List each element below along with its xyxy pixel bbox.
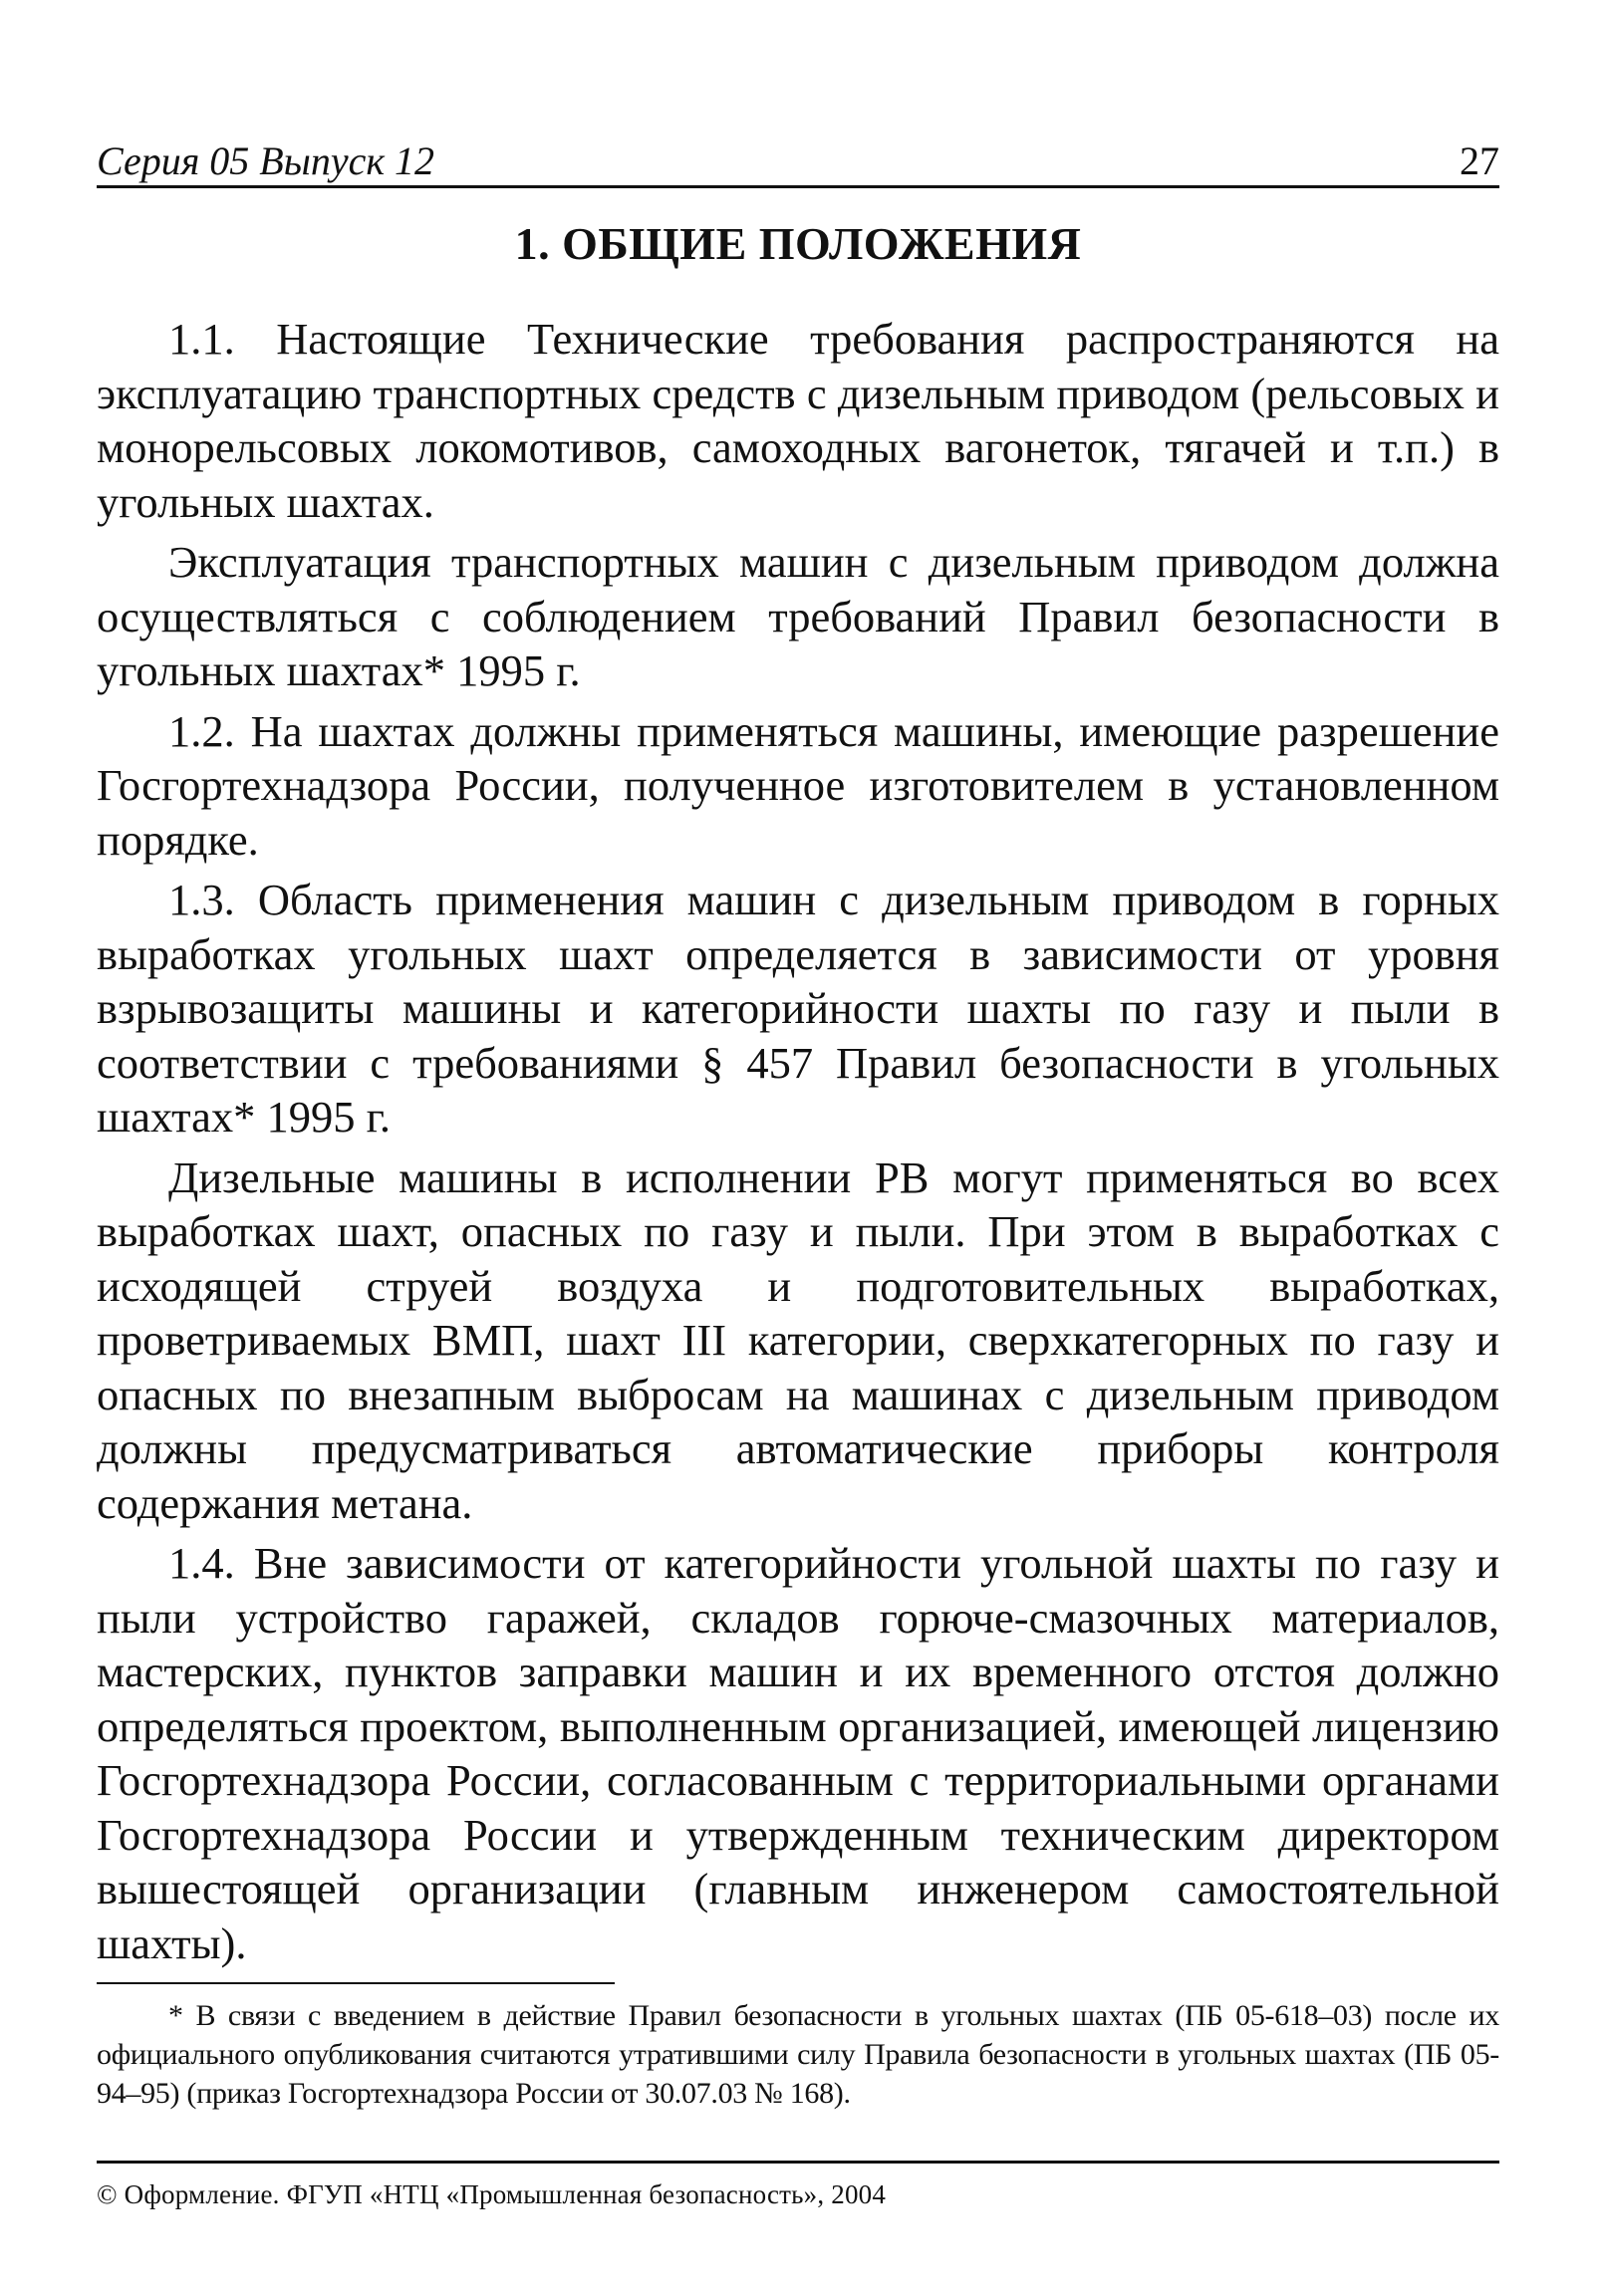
body-text <box>97 312 1499 1970</box>
paragraph-1-1: 1.1. Настоящие Технические требования распространяются на эксплуатацию транспортных средств с дизельным приводом (рельсовых и монорельсовых локомотивов, самоходных вагонеток, тягачей и т.п.) в угольных шахтах. <box>97 314 1499 527</box>
paragraph-1-2: 1.2. На шахтах должны применяться машины, имеющие разрешение Госгортехнадзора России, полученное изготовителем в установленном порядке. <box>97 705 1499 865</box>
paragraph-1-3: 1.3. Область применения машин с дизельным приводом в горных выработках угольных шахт определяется в зависимости от уровня взрывозащиты машины и категорийности шахты по газу и пыли в соответствии с требованиями § 457 Правил безопасности в угольных шахтах* 1995 г. <box>97 875 1499 1142</box>
paragraph-1-1-continued: Эксплуатация транспортных машин с дизельным приводом должна осуществляться с соблюдением требований Правил безопасности в угольных шахтах* 1995 г. <box>97 537 1499 695</box>
series-label: Серия 05 Выпуск 12 <box>97 138 435 183</box>
paragraph-1-4: 1.4. Вне зависимости от категорийности угольной шахты по газу и пыли устройство гаражей, складов горюче-смазочных материалов, мастерских, пунктов заправки машин и их временного отстоя должно определяться проектом, выполненным организацией, имеющей лицензию Госгортехнадзора России, согласованным с территориальными органами Госгортехнадзора России и утвержденным техническим директором вышестоящей организации (главным инженером самостоятельной шахты). <box>97 1538 1499 1968</box>
footnote: * В связи с введением в действие Правил безопасности в угольных шахтах (ПБ 05-618–03) после их официального опубликования считаются утратившими силу Правила безопасности в угольных шахтах (ПБ 05-94–95) (приказ Госгортехнадзора России от 30.07.03 № 168). <box>97 1999 1499 2110</box>
copyright-notice: © Оформление. ФГУП «НТЦ «Промышленная безопасность», 2004 <box>97 2179 887 2209</box>
footnote-divider <box>97 1982 615 1984</box>
section-title: 1. ОБЩИЕ ПОЛОЖЕНИЯ <box>514 218 1082 269</box>
paragraph-1-3-continued: Дизельные машины в исполнении РВ могут применяться во всех выработках шахт, опасных по газу и пыли. При этом в выработках с исходящей струей воздуха и подготовительных выработках, проветриваемых ВМП, шахт III категории, сверхкатегорных по газу и опасных по внезапным выбросам на машинах с дизельным приводом должны предусматриваться автоматические приборы контроля содержания метана. <box>97 1151 1499 1528</box>
footer-divider <box>97 2161 1499 2164</box>
document-page <box>97 139 1499 2211</box>
running-header <box>97 139 1499 188</box>
page-number: 27 <box>1460 138 1499 183</box>
